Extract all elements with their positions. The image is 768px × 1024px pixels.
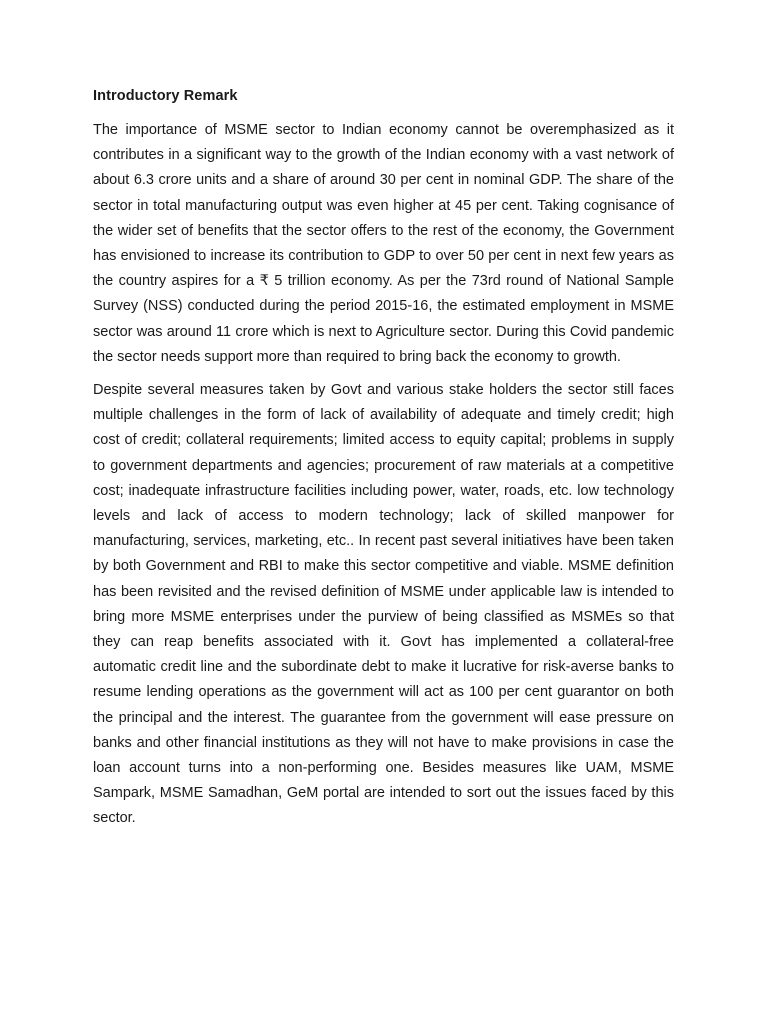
paragraph-msme-challenges: Despite several measures taken by Govt and various stake holders the sector still faces multiple challenges in the form of lack of availability of adequate and timely credit; high cost of credit; collateral requirements; limited access to equity capital; problems in supply to government departments and agencies; procurement of raw materials at a competitive cost; inadequate infrastructure facilities including power, water, roads, etc. low technology levels and lack of access to modern technology; lack of skilled manpower for manufacturing, services, marketing, etc.. In recent past several initiatives have been taken by both Government and RBI to make this sector competitive and viable. MSME definition has been revisited and the revised definition of MSME under applicable law is intended to bring more MSME enterprises under the purview of being classified as MSMEs so that they can reap benefits associated with it. Govt has implemented a collateral-free automatic credit line and the subordinate debt to make it lucrative for risk-averse banks to resume lending operations as the government will act as 100 per cent guarantor on both the principal and the interest. The guarantee from the government will ease pressure on banks and other financial institutions as they will not have to make provisions in case the loan account turns into a non-performing one. Besides measures like UAM, MSME Sampark, MSME Samadhan, GeM portal are intended to sort out the issues faced by this sector.	[93, 382, 674, 827]
paragraph-msme-importance: The importance of MSME sector to Indian economy cannot be overemphasized as it contributes in a significant way to the growth of the Indian economy with a vast network of about 6.3 crore units and a share of around 30 per cent in nominal GDP. The share of the sector in total manufacturing output was even higher at 45 per cent. Taking cognisance of the wider set of benefits that the sector offers to the rest of the economy, the Government has envisioned to increase its contribution to GDP to over 50 per cent in next few years as the country aspires for a ₹ 5 trillion economy. As per the 73rd round of National Sample Survey (NSS) conducted during the period 2015-16, the estimated employment in MSME sector was around 11 crore which is next to Agriculture sector. During this Covid pandemic the sector needs support more than required to bring back the economy to growth.	[93, 122, 674, 365]
section-heading: Introductory Remark	[93, 88, 238, 104]
document-page	[93, 86, 674, 840]
